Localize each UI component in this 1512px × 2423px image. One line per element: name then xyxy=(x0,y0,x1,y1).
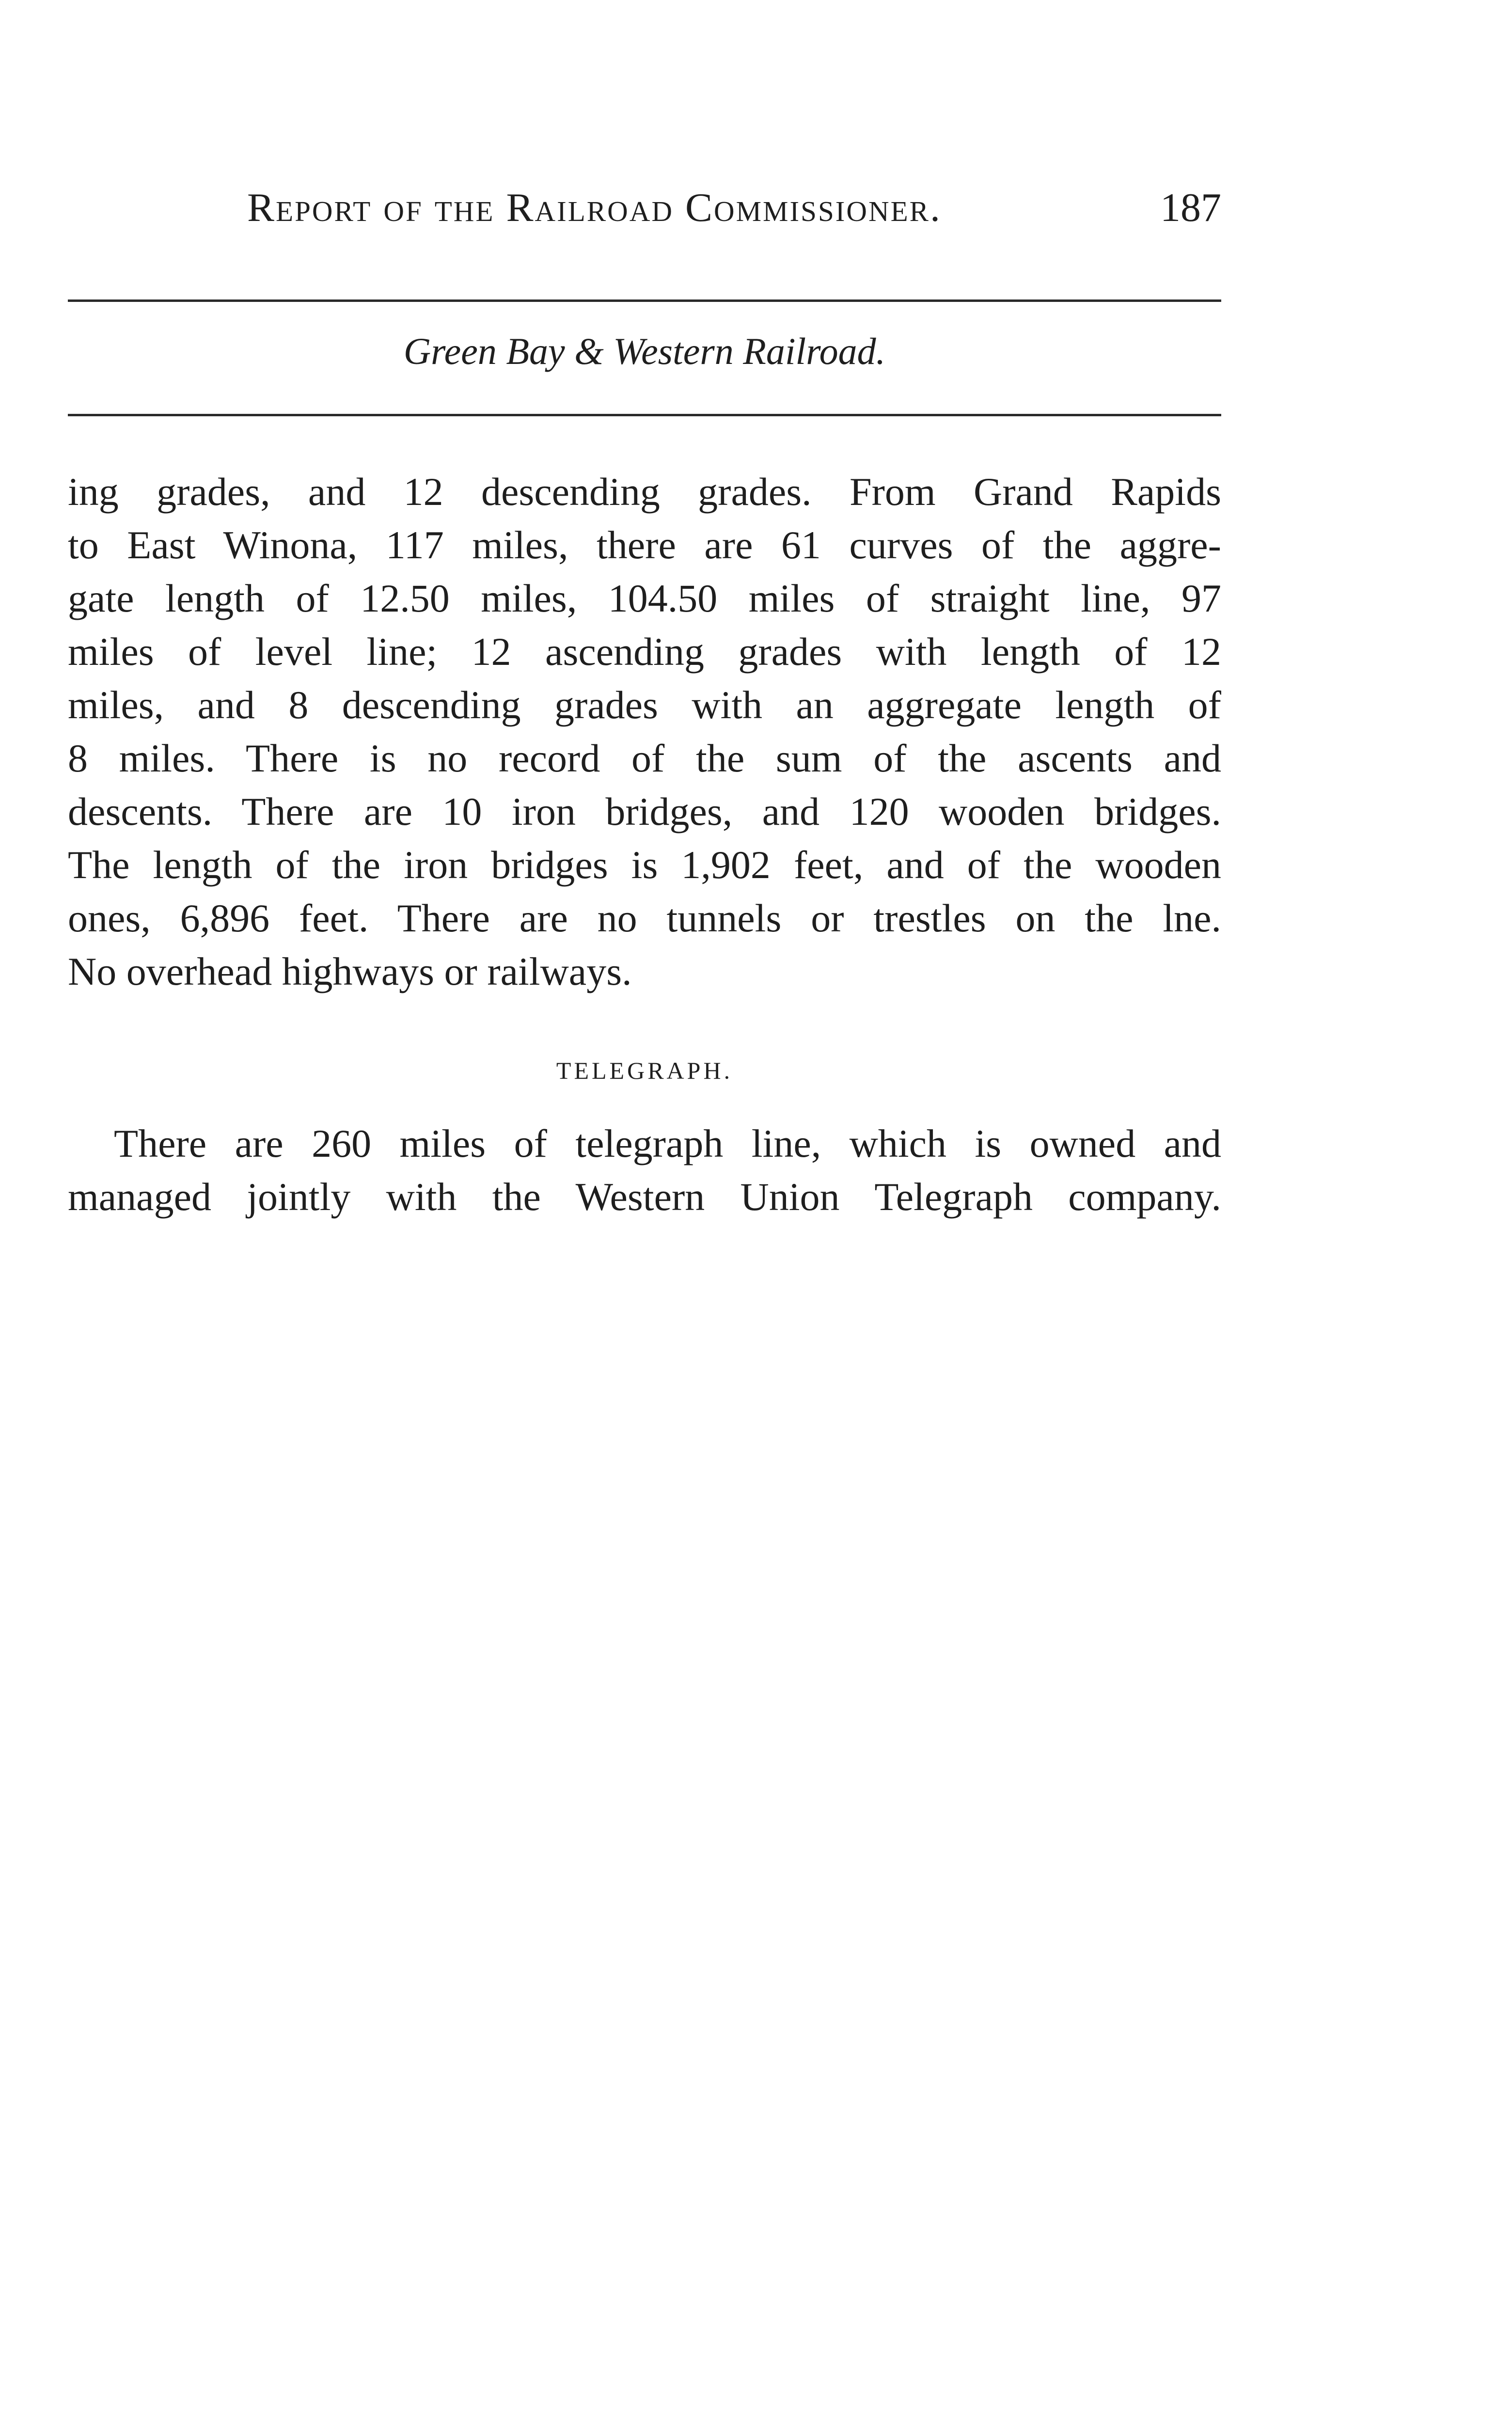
text-line: There are 260 miles of telegraph line, which is owned and xyxy=(114,1121,1221,1165)
body-paragraph xyxy=(68,465,1221,998)
section-title: Green Bay & Western Railroad. xyxy=(403,330,886,372)
text-line: gate length of 12.50 miles, 104.50 miles of straight line, 97 xyxy=(68,576,1221,620)
text-line: 8 miles. There is no record of the sum of the ascents and xyxy=(68,736,1221,780)
text-line: descents. There are 10 iron bridges, and 120 wooden bridges. xyxy=(68,789,1221,834)
running-title: Report of the Railroad Commissioner. xyxy=(247,185,942,230)
text-line: No overhead highways or railways. xyxy=(68,949,632,993)
telegraph-heading: TELEGRAPH. xyxy=(556,1057,733,1084)
running-header xyxy=(68,184,1221,242)
bottom-rule xyxy=(68,414,1221,416)
text-line: managed jointly with the Western Union Telegraph company. xyxy=(68,1175,1221,1219)
text-line: The length of the iron bridges is 1,902 feet, and of the wooden xyxy=(68,843,1221,887)
text-line: ing grades, and 12 descending grades. From Grand Rapids xyxy=(68,470,1221,514)
telegraph-paragraph xyxy=(68,1117,1221,1224)
text-line: ones, 6,896 feet. There are no tunnels or trestles on the lne. xyxy=(68,896,1221,940)
text-line: miles of level line; 12 ascending grades with length of 12 xyxy=(68,629,1221,674)
text-line: to East Winona, 117 miles, there are 61 curves of the aggre- xyxy=(68,523,1221,567)
top-rule xyxy=(68,299,1221,302)
page-number: 187 xyxy=(1160,185,1221,230)
text-line: miles, and 8 descending grades with an aggregate length of xyxy=(68,683,1221,727)
